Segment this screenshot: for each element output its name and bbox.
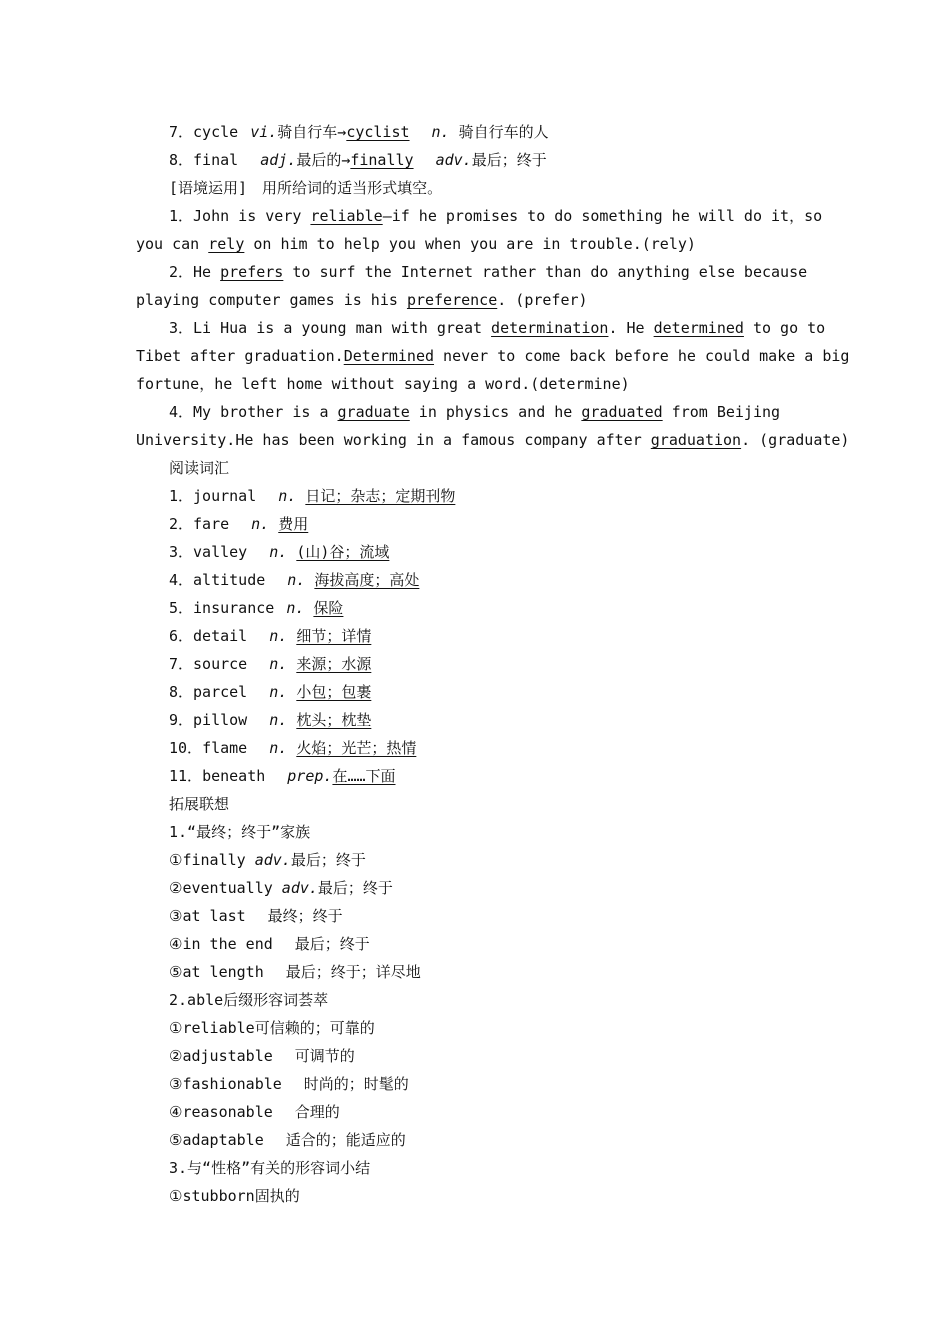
- exercise-line: [169, 314, 849, 342]
- exercise-text: John is very: [193, 207, 311, 225]
- item-meaning: 可信赖的；可靠的: [254, 1019, 375, 1037]
- exercise-text: from Beijing: [662, 403, 781, 421]
- vocab-number: 11．: [169, 767, 203, 785]
- answer-blank: determined: [653, 319, 744, 337]
- exercise-line: [169, 398, 849, 426]
- vocab-meaning: 海拔高度；高处: [314, 571, 420, 589]
- section-heading-context: [语境运用] 用所给词的适当形式填空。: [169, 179, 443, 197]
- exercise-number: 3．: [169, 319, 194, 337]
- item-meaning: 最终；终于: [267, 907, 343, 925]
- vocab-meaning: 日记；杂志；定期刊物: [305, 487, 456, 505]
- item-word: fashionable: [182, 1075, 282, 1093]
- part-of-speech: n.: [287, 571, 306, 589]
- vocab-word: pillow: [193, 711, 248, 729]
- circled-number: ⑤: [169, 963, 183, 981]
- vocab-number: 2．: [169, 515, 194, 533]
- exercise-text: Li Hua is a young man with great: [193, 319, 492, 337]
- circled-number: ④: [169, 1103, 183, 1121]
- part-of-speech: adv.: [281, 879, 318, 897]
- group-item: [169, 930, 849, 958]
- vocab-meaning: 费用: [278, 515, 309, 533]
- vocab-item: [169, 594, 849, 622]
- section-heading-reading: 阅读词汇: [169, 459, 230, 477]
- part-of-speech: n.: [251, 515, 270, 533]
- answer-blank: Determined: [343, 347, 435, 365]
- exercise-text: playing computer games is his: [136, 291, 407, 309]
- vocab-meaning: (山)谷；流域: [296, 543, 390, 561]
- vocab-number: 4．: [169, 571, 194, 589]
- circled-number: ②: [169, 1047, 183, 1065]
- item-word: reliable: [182, 1019, 255, 1037]
- vocab-number: 3．: [169, 543, 194, 561]
- exercise-line: [169, 258, 849, 286]
- vocab-number: 9．: [169, 711, 194, 729]
- exercise-line: [136, 342, 850, 370]
- vocab-number: 8．: [169, 683, 194, 701]
- vocab-word: detail: [193, 627, 248, 645]
- entry-word: final: [193, 151, 239, 169]
- item-word: at last: [182, 907, 246, 925]
- group-title: 3.与“性格”有关的形容词小结: [169, 1159, 371, 1177]
- vocab-meaning: 小包；包裹: [296, 683, 372, 701]
- item-meaning: 最后；终于；详尽地: [285, 963, 421, 981]
- item-word: adaptable: [182, 1131, 264, 1149]
- answer-blank: graduate: [337, 403, 410, 421]
- vocab-number: 1．: [169, 487, 194, 505]
- vocab-meaning: 火焰；光芒；热情: [296, 739, 417, 757]
- part-of-speech: adj.: [260, 151, 297, 169]
- circled-number: ①: [169, 1019, 183, 1037]
- item-meaning: 最后；终于: [317, 879, 393, 897]
- entry-number: 7．: [169, 123, 194, 141]
- part-of-speech: n.: [431, 123, 450, 141]
- answer-blank: prefers: [220, 263, 284, 281]
- part-of-speech: n.: [286, 599, 305, 617]
- group-item: [169, 1070, 849, 1098]
- exercise-line: [136, 286, 816, 314]
- group-item: [169, 1014, 849, 1042]
- answer-blank: finally: [350, 151, 414, 169]
- circled-number: ①: [169, 851, 183, 869]
- vocab-number: 10．: [169, 739, 203, 757]
- exercise-line: [136, 426, 850, 454]
- word-entry: [169, 118, 849, 146]
- exercise-text: . He: [608, 319, 654, 337]
- vocab-word: parcel: [193, 683, 248, 701]
- exercise-text: . (prefer): [497, 291, 588, 309]
- vocab-item: [169, 566, 849, 594]
- part-of-speech: n.: [269, 543, 288, 561]
- exercise-text: —if he promises to do something he will do it，so: [382, 207, 823, 225]
- vocab-item: [169, 510, 849, 538]
- item-meaning: 合理的: [294, 1103, 340, 1121]
- item-word: adjustable: [182, 1047, 273, 1065]
- item-word: reasonable: [182, 1103, 273, 1121]
- group-item: [169, 1182, 849, 1210]
- exercise-text: My brother is a: [193, 403, 338, 421]
- definition: 骑自行车→: [277, 123, 347, 141]
- item-word: eventually: [182, 879, 273, 897]
- exercise-text: to surf the Internet rather than do anything else because: [283, 263, 808, 281]
- vocab-word: valley: [193, 543, 248, 561]
- group-item: [169, 902, 849, 930]
- exercise-text: to go to: [743, 319, 826, 337]
- entry-word: cycle: [193, 123, 239, 141]
- exercise-text: you can: [136, 235, 209, 253]
- group-item: [169, 1042, 849, 1070]
- group-title: 1.“最终；终于”家族: [169, 823, 311, 841]
- item-word: finally: [182, 851, 246, 869]
- group-item: [169, 874, 849, 902]
- item-meaning: 适合的；能适应的: [285, 1131, 406, 1149]
- group-title: 2.able后缀形容词荟萃: [169, 991, 329, 1009]
- vocab-number: 7．: [169, 655, 194, 673]
- vocab-word: source: [193, 655, 248, 673]
- circled-number: ②: [169, 879, 183, 897]
- item-meaning: 最后；终于: [294, 935, 370, 953]
- circled-number: ④: [169, 935, 183, 953]
- part-of-speech: n.: [269, 627, 288, 645]
- answer-blank: preference: [406, 291, 498, 309]
- group-item: [169, 1098, 849, 1126]
- vocab-item: [169, 538, 849, 566]
- word-entry: [169, 146, 849, 174]
- vocab-number: 6．: [169, 627, 194, 645]
- vocab-meaning: 来源；水源: [296, 655, 372, 673]
- vocab-word: flame: [202, 739, 248, 757]
- vocab-meaning: 保险: [313, 599, 344, 617]
- part-of-speech: vi.: [250, 123, 278, 141]
- exercise-text: Tibet after graduation.: [136, 347, 344, 365]
- vocab-item: [169, 706, 849, 734]
- vocab-item: [169, 650, 849, 678]
- exercise-text: in physics and he: [409, 403, 582, 421]
- group-item: [169, 846, 849, 874]
- circled-number: ③: [169, 1075, 183, 1093]
- exercise-text: never to come back before he could make a big: [434, 347, 850, 365]
- circled-number: ③: [169, 907, 183, 925]
- vocab-word: journal: [193, 487, 257, 505]
- part-of-speech: n.: [269, 655, 288, 673]
- vocab-meaning: 枕头；枕垫: [296, 711, 372, 729]
- exercise-number: 2．: [169, 263, 194, 281]
- exercise-number: 4．: [169, 403, 194, 421]
- exercise-text: . (graduate): [741, 431, 850, 449]
- item-meaning: 可调节的: [294, 1047, 355, 1065]
- exercise-text: University.He has been working in a famous company after: [136, 431, 651, 449]
- exercise-line: [136, 230, 816, 258]
- definition: 骑自行车的人: [458, 123, 549, 141]
- entry-number: 8．: [169, 151, 194, 169]
- part-of-speech: n.: [269, 711, 288, 729]
- definition: 最后的→: [296, 151, 351, 169]
- vocab-number: 5．: [169, 599, 194, 617]
- exercise-number: 1．: [169, 207, 194, 225]
- item-word: in the end: [182, 935, 273, 953]
- vocab-item: [169, 734, 849, 762]
- exercise-text: on him to help you when you are in trouble.(rely): [244, 235, 696, 253]
- vocab-meaning: 在……下面: [332, 767, 396, 785]
- vocab-item: [169, 622, 849, 650]
- exercise-line: [169, 202, 849, 230]
- part-of-speech: n.: [278, 487, 297, 505]
- group-item: [169, 1126, 849, 1154]
- vocab-item: [169, 678, 849, 706]
- item-word: at length: [182, 963, 264, 981]
- answer-blank: rely: [208, 235, 245, 253]
- vocab-meaning: 细节；详情: [296, 627, 372, 645]
- answer-blank: graduation: [650, 431, 742, 449]
- item-meaning: 固执的: [254, 1187, 300, 1205]
- answer-blank: reliable: [310, 207, 383, 225]
- circled-number: ⑤: [169, 1131, 183, 1149]
- vocab-item: [169, 482, 849, 510]
- group-item: [169, 958, 849, 986]
- vocab-word: beneath: [202, 767, 266, 785]
- vocab-word: altitude: [193, 571, 266, 589]
- part-of-speech: adv.: [435, 151, 472, 169]
- item-meaning: 最后；终于: [290, 851, 366, 869]
- part-of-speech: adv.: [254, 851, 291, 869]
- exercise-text: He: [193, 263, 221, 281]
- section-heading-expand: 拓展联想: [169, 795, 230, 813]
- answer-blank: graduated: [581, 403, 663, 421]
- part-of-speech: n.: [269, 739, 288, 757]
- exercise-line: fortune，he left home without saying a word.(determine): [136, 375, 630, 393]
- answer-blank: cyclist: [346, 123, 410, 141]
- definition: 最后；终于: [471, 151, 547, 169]
- vocab-word: insurance: [193, 599, 275, 617]
- item-meaning: 时尚的；时髦的: [303, 1075, 409, 1093]
- part-of-speech: n.: [269, 683, 288, 701]
- answer-blank: determination: [491, 319, 609, 337]
- vocab-item: [169, 762, 849, 790]
- part-of-speech: prep.: [287, 767, 333, 785]
- vocab-word: fare: [193, 515, 230, 533]
- item-word: stubborn: [182, 1187, 255, 1205]
- circled-number: ①: [169, 1187, 183, 1205]
